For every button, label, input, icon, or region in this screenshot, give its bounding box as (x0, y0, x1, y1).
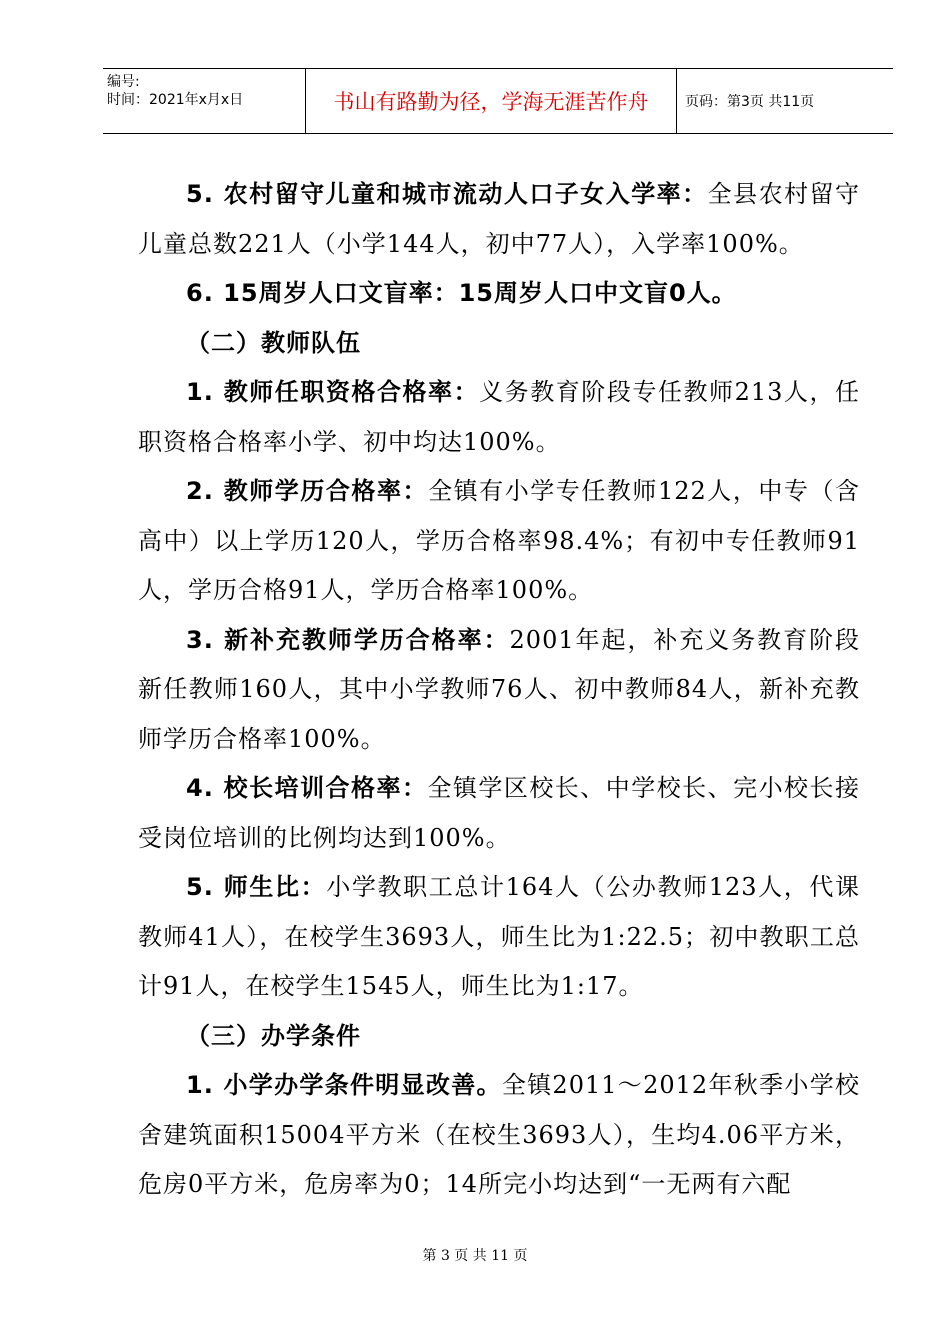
header-motto: 书山有路勤为径，学海无涯苦作舟 (305, 69, 677, 133)
paragraph-heading: 6. 15周岁人口文盲率：15周岁人口中文盲0人。 (186, 279, 737, 307)
paragraph-5-left-behind-children (138, 170, 860, 269)
header-page-label: 页码：第3页 共11页 (685, 94, 815, 110)
paragraph-6-illiteracy (138, 269, 860, 319)
document-body (138, 170, 860, 1210)
paragraph-text: 全镇2011～2012年秋季小学校舍建筑面积15004平方米（在校生3693人），生均4.06平方米，危房0平方米，危房率为0；14所完小均达到“一无两有六配 (138, 1071, 861, 1198)
paragraph-text: 全镇学区校长、中学校长、完小校长接受岗位培训的比例均达到100%。 (138, 774, 861, 852)
paragraph-heading: 4. 校长培训合格率： (186, 774, 428, 802)
paragraph-heading: 1. 教师任职资格合格率： (186, 378, 480, 406)
paragraph-principal-training (138, 764, 860, 863)
paragraph-heading: 3. 新补充教师学历合格率： (186, 625, 510, 654)
paragraph-heading: 5. 农村留守儿童和城市流动人口子女入学率： (186, 180, 708, 208)
paragraph-text: 全镇有小学专任教师122人，中专（含高中）以上学历120人，学历合格率98.4%；有初中专任教师91人，学历合格91人，学历合格率100%。 (138, 477, 861, 604)
paragraph-heading: 1. 小学办学条件明显改善。 (186, 1071, 502, 1099)
paragraph-text: 2001年起，补充义务教育阶段新任教师160人，其中小学教师76人、初中教师84人，新补充教师学历合格率100%。 (138, 625, 861, 753)
document-number-label: 编号: (107, 74, 140, 90)
paragraph-teacher-student-ratio (138, 863, 860, 1012)
paragraph-school-conditions (138, 1061, 860, 1210)
section-heading: （二）教师队伍 (186, 328, 361, 357)
paragraph-text: 小学教职工总计164人（公办教师123人，代课教师41人），在校学生3693人，师生比为1:22.5；初中教职工总计91人，在校学生1545人，师生比为1:17。 (138, 873, 860, 1000)
paragraph-heading: 5. 师生比： (186, 873, 327, 901)
paragraph-teacher-education (138, 467, 860, 616)
section-heading-teachers (138, 319, 860, 369)
document-time-label: 时间：2021年x月x日 (107, 92, 244, 108)
paragraph-teacher-qualification (138, 368, 860, 467)
page-header (103, 68, 893, 134)
paragraph-text: 义务教育阶段专任教师213人，任职资格合格率小学、初中均达100%。 (138, 378, 860, 456)
paragraph-text: 全县农村留守儿童总数221人（小学144人，初中77人），入学率100%。 (138, 180, 861, 258)
paragraph-heading: 2. 教师学历合格率： (186, 477, 429, 505)
section-heading: （三）办学条件 (186, 1021, 361, 1050)
page-footer: 第 3 页 共 11 页 (422, 1248, 528, 1264)
section-heading-conditions (138, 1012, 860, 1062)
header-meta (103, 69, 305, 133)
paragraph-new-teachers (138, 616, 860, 765)
